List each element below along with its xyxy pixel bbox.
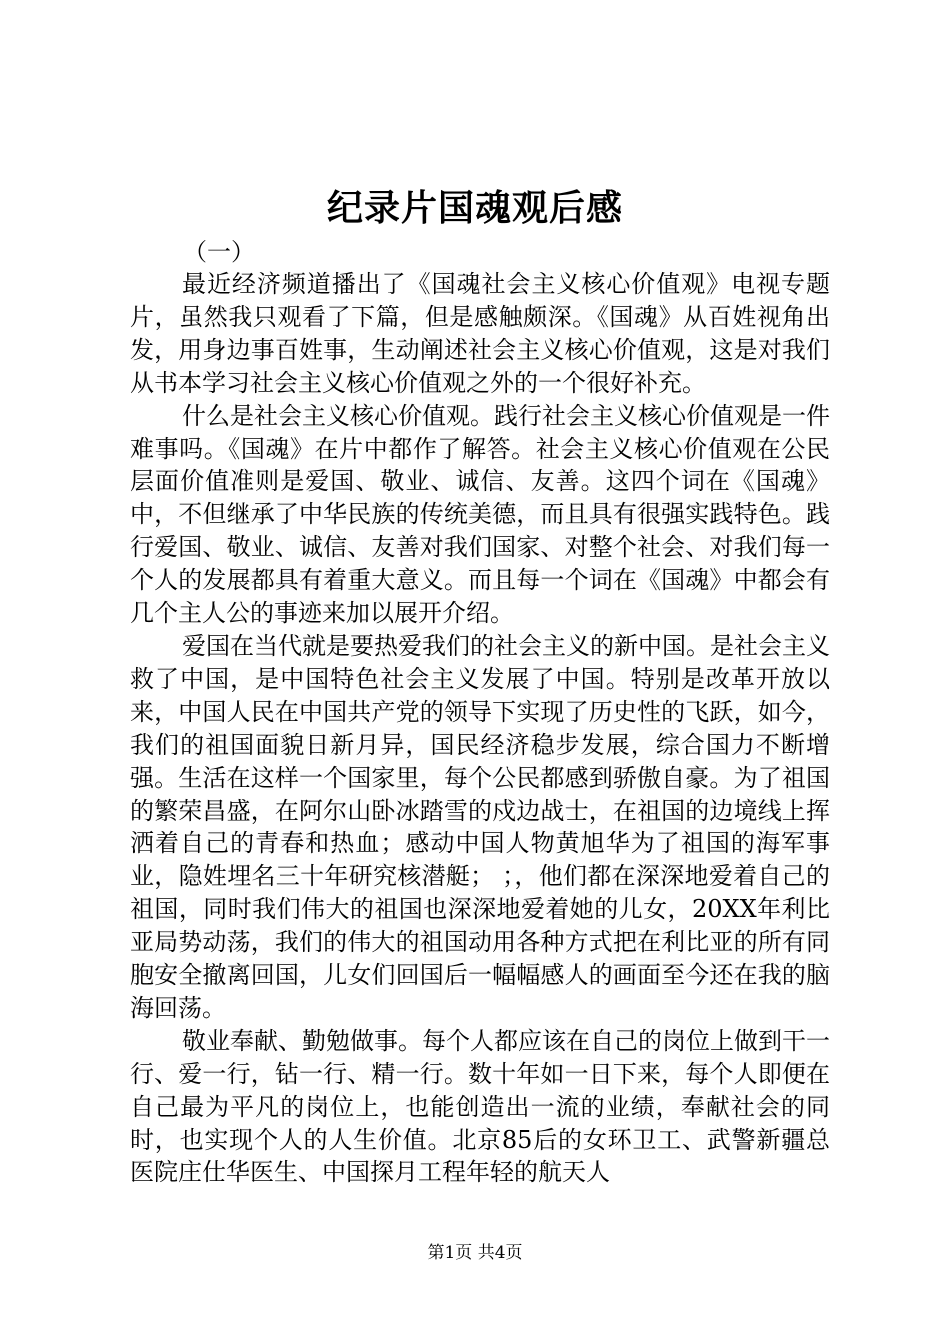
page-footer: 第1页 共4页 (427, 1243, 523, 1263)
document-body (130, 268, 830, 1189)
paragraph: 最近经济频道播出了《国魂社会主义核心价值观》电视专题片，虽然我只观看了下篇，但是感触颇深。《国魂》从百姓视角出发，用身边事百姓事，生动阐述社会主义核心价值观，这是对我们从书本学习社会主义核心价值观之外的一个很好补充。 (130, 270, 830, 397)
document-title: 纪录片国魂观后感 (326, 187, 623, 229)
paragraph: 爱国在当代就是要热爱我们的社会主义的新中国。是社会主义救了中国，是中国特色社会主义发展了中国。特别是改革开放以来，中国人民在中国共产党的领导下实现了历史性的飞跃，如今，我们的祖国面貌日新月异，国民经济稳步发展，综合国力不断增强。生活在这样一个国家里，每个公民都感到骄傲自豪。为了祖国的繁荣昌盛，在阿尔山卧冰踏雪的戍边战士，在祖国的边境线上挥洒着自己的青春和热血；感动中国人物黄旭华为了祖国的海军事业，隐姓埋名三十年研究核潜艇； ；，他们都在深深地爱着自己的祖国，同时我们伟大的祖国也深深地爱着她的儿女，20XX年利比亚局势动荡，我们的伟大的祖国动用各种方式把在利比亚的所有同胞安全撤离回国，儿女们回国后一幅幅感人的画面至今还在我的脑海回荡。 (130, 631, 830, 1022)
section-label: （一） (183, 238, 255, 266)
paragraph: 敬业奉献、勤勉做事。每个人都应该在自己的岗位上做到干一行、爱一行，钻一行、精一行。数十年如一日下来，每个人即便在自己最为平凡的岗位上，也能创造出一流的业绩，奉献社会的同时，也实现个人的人生价值。北京85后的女环卫工、武警新疆总医院庄仕华医生、中国探月工程年轻的航天人 (130, 1026, 830, 1187)
paragraph: 什么是社会主义核心价值观。践行社会主义核心价值观是一件难事吗。《国魂》在片中都作了解答。社会主义核心价值观在公民层面价值准则是爱国、敬业、诚信、友善。这四个词在《国魂》中，不但继承了中华民族的传统美德，而且具有很强实践特色。践行爱国、敬业、诚信、友善对我们国家、对整个社会、对我们每一个人的发展都具有着重大意义。而且每一个词在《国魂》中都会有几个主人公的事迹来加以展开介绍。 (130, 401, 830, 628)
